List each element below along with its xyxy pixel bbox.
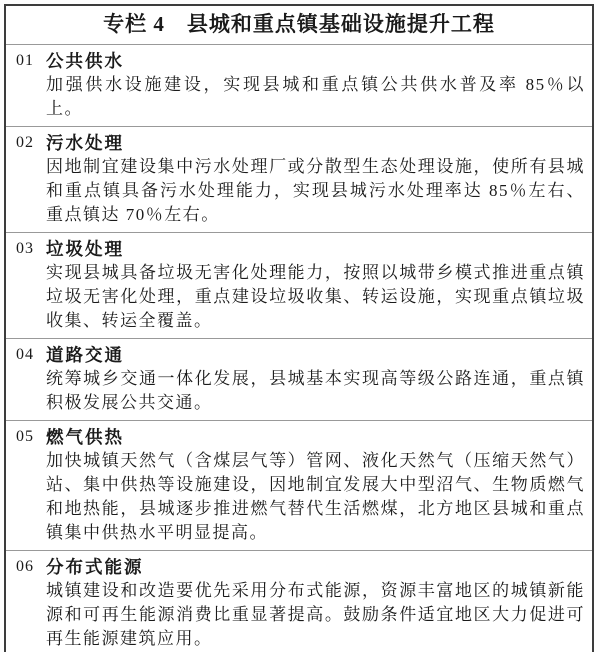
- box-title: 专栏 4 县城和重点镇基础设施提升工程: [103, 12, 495, 36]
- section-number: 04: [16, 346, 34, 363]
- section-number: 02: [16, 134, 34, 151]
- section-number: 05: [16, 428, 34, 445]
- section-heading: 垃圾处理: [46, 239, 124, 259]
- section-row-public-water: [6, 45, 592, 127]
- section-heading: 分布式能源: [46, 557, 144, 577]
- section-number: 01: [16, 52, 34, 69]
- section-content: [46, 343, 592, 415]
- section-row-garbage-treatment: [6, 233, 592, 339]
- section-number: 03: [16, 240, 34, 257]
- section-row-distributed-energy: [6, 551, 592, 652]
- section-row-road-traffic: [6, 339, 592, 421]
- section-row-sewage-treatment: [6, 127, 592, 233]
- section-content: [46, 555, 592, 651]
- section-heading: 公共供水: [46, 51, 124, 71]
- section-content: [46, 425, 592, 545]
- section-body: 实现县城具备垃圾无害化处理能力，按照以城带乡模式推进重点镇垃圾无害化处理，重点建设垃圾收集、转运设施，实现重点镇垃圾收集、转运全覆盖。: [46, 263, 585, 330]
- section-body: 加强供水设施建设，实现县城和重点镇公共供水普及率 85％以上。: [46, 75, 585, 118]
- section-heading: 污水处理: [46, 133, 124, 153]
- section-body: 加快城镇天然气（含煤层气等）管网、液化天然气（压缩天然气）站、集中供热等设施建设，因地制宜发展大中型沼气、生物质燃气和地热能，县城逐步推进燃气替代生活燃煤，北方地区县城和重点镇集中供热水平明显提高。: [46, 451, 585, 542]
- box-title-row: [6, 6, 592, 45]
- section-heading: 道路交通: [46, 345, 124, 365]
- section-body: 统筹城乡交通一体化发展，县城基本实现高等级公路连通，重点镇积极发展公共交通。: [46, 369, 585, 412]
- section-row-gas-heating: [6, 421, 592, 551]
- section-body: 城镇建设和改造要优先采用分布式能源，资源丰富地区的城镇新能源和可再生能源消费比重显著提高。鼓励条件适宜地区大力促进可再生能源建筑应用。: [46, 581, 585, 648]
- policy-box-table: [4, 4, 594, 652]
- section-body: 因地制宜建设集中污水处理厂或分散型生态处理设施，使所有县城和重点镇具备污水处理能力，实现县城污水处理率达 85％左右、重点镇达 70％左右。: [46, 157, 585, 224]
- section-content: [46, 237, 592, 333]
- section-content: [46, 49, 592, 121]
- section-heading: 燃气供热: [46, 427, 124, 447]
- section-content: [46, 131, 592, 227]
- section-number: 06: [16, 558, 34, 575]
